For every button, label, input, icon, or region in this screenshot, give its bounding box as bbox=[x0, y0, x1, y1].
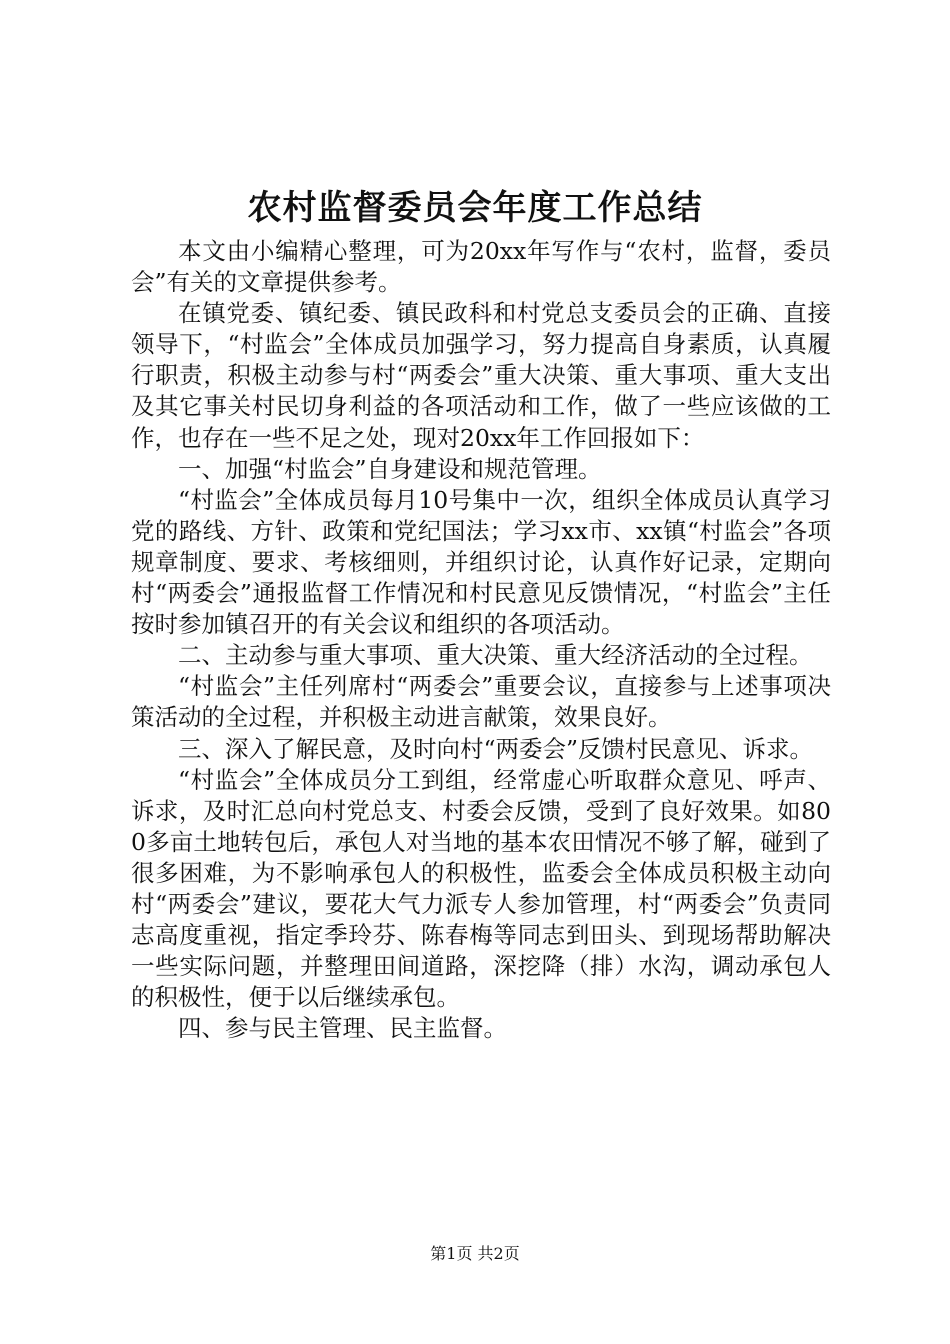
paragraph-overview: 在镇党委、镇纪委、镇民政科和村党总支委员会的正确、直接领导下，“村监会”全体成员加强学习，努力提高自身素质，认真履行职责，积极主动参与村“两委会”重大决策、重大事项、重大支出及其它事关村民切身利益的各项活动和工作，做了一些应该做的工作，也存在一些不足之处，现对20xx年工作回报如下： bbox=[131, 299, 831, 452]
page-number-footer: 第1页 共2页 bbox=[430, 1244, 520, 1263]
section-heading-4: 四、参与民主管理、民主监督。 bbox=[178, 1014, 507, 1043]
document-body bbox=[131, 236, 831, 1044]
section-heading-1: 一、加强“村监会”自身建设和规范管理。 bbox=[178, 454, 602, 483]
document-title: 农村监督委员会年度工作总结 bbox=[247, 188, 703, 228]
paragraph-section-1: “村监会”全体成员每月10号集中一次，组织全体成员认真学习党的路线、方针、政策和党纪国法；学习xx市、xx镇“村监会”各项规章制度、要求、考核细则，并组织讨论，认真作好记录，定期向村“两委会”通报监督工作情况和村民意见反馈情况，“村监会”主任按时参加镇召开的有关会议和组织的各项活动。 bbox=[131, 485, 831, 639]
paragraph-section-3: “村监会”全体成员分工到组，经常虚心听取群众意见、呼声、诉求，及时汇总向村党总支、村委会反馈，受到了良好效果。如800多亩土地转包后，承包人对当地的基本农田情况不够了解，碰到了很多困难，为不影响承包人的积极性，监委会全体成员积极主动向村“两委会”建议，要花大气力派专人参加管理，村“两委会”负责同志高度重视，指定季玲芬、陈春梅等同志到田头、到现场帮助解决一些实际问题，并整理田间道路，深挖降（排）水沟，调动承包人的积极性，便于以后继续承包。 bbox=[131, 765, 831, 1012]
section-heading-3: 三、深入了解民意，及时向村“两委会”反馈村民意见、诉求。 bbox=[178, 734, 814, 763]
paragraph-intro: 本文由小编精心整理，可为20xx年写作与“农村，监督，委员会”有关的文章提供参考。 bbox=[131, 237, 831, 297]
section-heading-2: 二、主动参与重大事项、重大决策、重大经济活动的全过程。 bbox=[178, 641, 813, 670]
paragraph-section-2: “村监会”主任列席村“两委会”重要会议，直接参与上述事项决策活动的全过程，并积极主动进言献策，效果良好。 bbox=[131, 672, 831, 732]
